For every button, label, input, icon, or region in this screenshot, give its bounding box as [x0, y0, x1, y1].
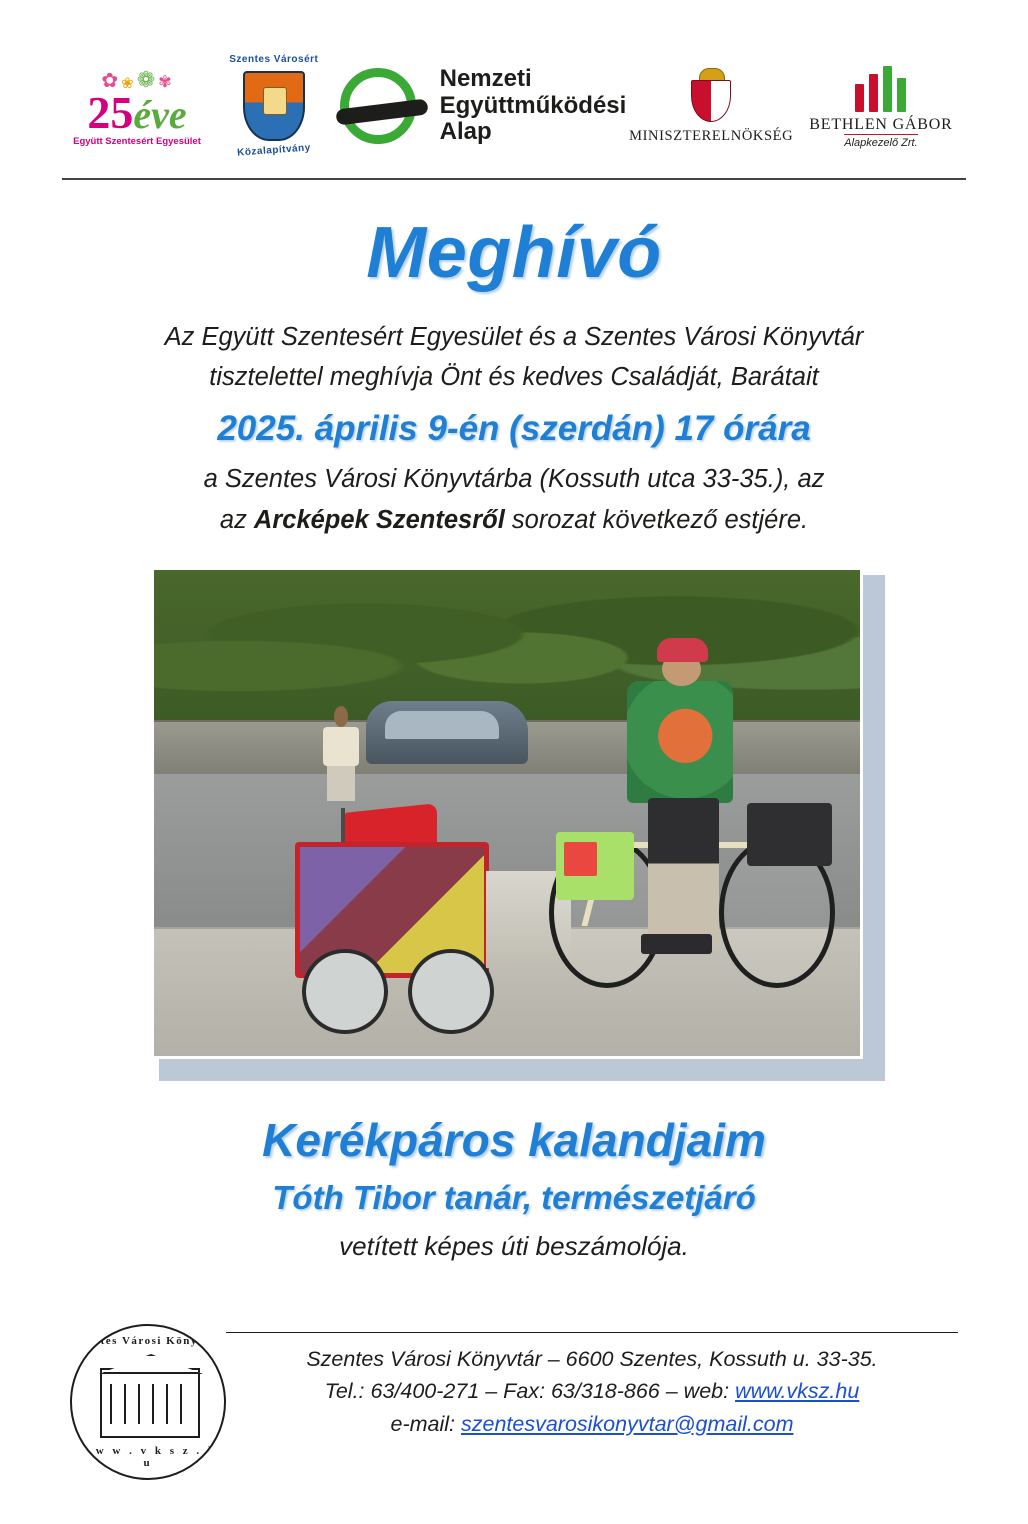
anniversary-number: 25éve — [87, 86, 187, 138]
footer-contact-block — [226, 1322, 958, 1440]
series-prefix: az — [219, 505, 254, 534]
nea-ring-icon — [336, 62, 428, 150]
photo-cyclist-helmet — [657, 638, 708, 662]
foundation-crest-icon — [243, 71, 305, 141]
photo-pedestrian — [323, 706, 358, 803]
email-link[interactable]: szentesvarosikonyvtar@gmail.com — [460, 1411, 794, 1436]
footer-email-line — [226, 1408, 958, 1440]
photo-trailer-wheel-rear — [408, 949, 494, 1035]
anniversary-org-name: Együtt Szentesért Egyesület — [73, 136, 201, 148]
page-title: Meghívó — [366, 213, 662, 293]
ministry-caption: MINISZTERELNÖKSÉG — [629, 127, 794, 144]
footer-phone-fax: Tel.: 63/400-271 – Fax: 63/318-866 – web: — [324, 1379, 736, 1404]
program-presenter: Tóth Tibor tanár, természetjáró — [272, 1178, 756, 1216]
event-date: 2025. április 9-én (szerdán) 17 órára — [217, 409, 811, 449]
flower-decoration-icon: ✿ ❀ ❁ ✾ — [101, 66, 173, 92]
program-title: Kerékpáros kalandjaim — [262, 1113, 766, 1166]
foundation-logo — [213, 50, 335, 162]
invitation-intro-line2: tisztelettel meghívja Önt és kedves Családját, Barátait — [209, 362, 819, 391]
ministry-logo — [627, 68, 795, 145]
foundation-name-bottom: Közalapítvány — [236, 142, 311, 159]
poster-page — [0, 42, 1028, 1524]
footer-contact-line — [226, 1375, 958, 1407]
sponsor-logo-bar — [62, 42, 966, 180]
library-logo — [70, 1324, 226, 1480]
invitation-intro — [72, 318, 956, 397]
photo-frame — [151, 567, 863, 1059]
event-venue: a Szentes Városi Könyvtárba (Kossuth utca 33-35.), az — [203, 465, 825, 494]
footer-divider — [226, 1332, 958, 1333]
event-series — [60, 500, 968, 541]
bethlen-bars-icon — [855, 64, 906, 112]
library-logo-bottom-text: w w w . v k s z . h u — [79, 1445, 217, 1469]
photo-green-pannier — [556, 832, 634, 900]
photo-handlebar-bag — [747, 803, 832, 866]
nea-name: Nemzeti Együttműködési Alap — [439, 64, 627, 146]
event-photo — [151, 567, 877, 1073]
footer-address: Szentes Városi Könyvtár – 6600 Szentes, Kossuth u. 33-35. — [306, 1347, 878, 1371]
series-suffix: sorozat következő estjére. — [504, 505, 809, 534]
invitation-intro-line1: Az Együtt Szentesért Egyesület és a Szentes Városi Könyvtár — [164, 323, 864, 351]
bethlen-gabor-logo — [796, 64, 966, 149]
library-logo-top-text: Szentes Városi Könyvtár — [72, 1335, 224, 1347]
nea-logo — [336, 62, 627, 150]
series-name: Arcképek Szentesről — [253, 505, 505, 534]
program-subtitle: vetített képes úti beszámolója. — [339, 1230, 689, 1261]
library-building-icon — [100, 1368, 200, 1438]
photo-cyclist-legs — [648, 798, 719, 944]
photo-car — [366, 701, 528, 764]
invitation-details — [60, 459, 968, 541]
footer — [0, 1322, 1028, 1480]
photo-cyclist-shoes — [641, 934, 712, 953]
bethlen-sub: Alapkezelő Zrt. — [844, 134, 917, 149]
footer-email-label: e-mail: — [390, 1411, 461, 1436]
bethlen-name: BETHLEN GÁBOR — [809, 115, 953, 133]
hungarian-coat-of-arms-icon — [689, 68, 733, 124]
website-link[interactable]: www.vksz.hu — [735, 1379, 860, 1404]
anniversary-logo — [62, 65, 212, 148]
foundation-name-top: Szentes Városért — [229, 54, 319, 65]
photo-trailer-wheel-front — [302, 949, 388, 1035]
photo-cyclist-jersey — [627, 681, 733, 803]
